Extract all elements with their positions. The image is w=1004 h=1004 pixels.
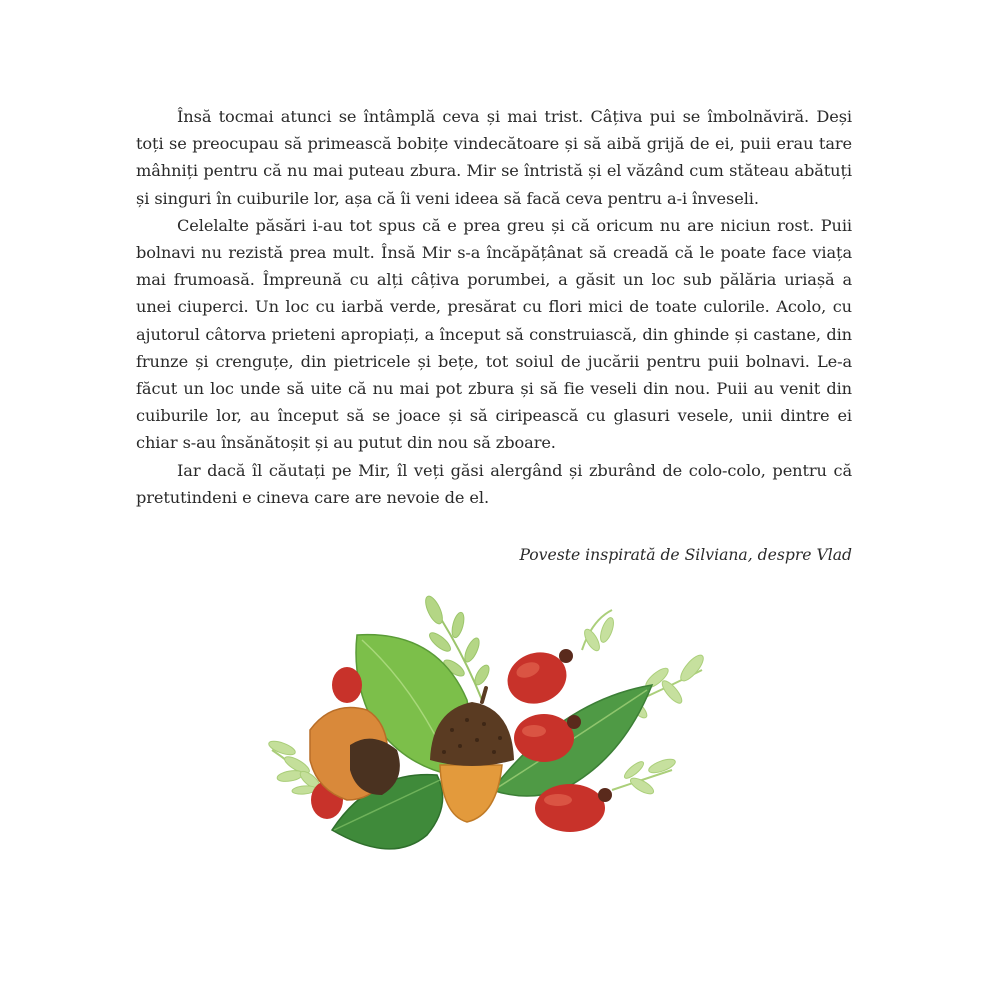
autumn-illustration [262,590,722,870]
story-attribution: Poveste inspirată de Silviana, despre Vlad [519,546,852,564]
rosehip-top-icon [500,644,573,712]
story-paragraph-3: Iar dacă îl căutați pe Mir, îl veți găsi alergând și zburând de colo-colo, pentru că pretutindeni e cineva care are nevoie de el. [136,460,852,507]
story-paragraph-1: Însă tocmai atunci se întâmplă ceva și mai trist. Câțiva pui se îmbolnăviră. Deși toți se preocupau să primească bobițe vindecătoare și să aibă grijă de ei, puii erau tare mâhniți pentru că nu mai puteau zbura. Mir se întristă și el văzând cum stăteau abătuți și singuri în cuiburile lor, așa că îi veni ideea să facă ceva pentru a-i înveseli. [136,107,852,208]
story-paragraph-2: Celelalte păsări i-au tot spus că e prea greu și că oricum nu are niciun rost. Puii bolnavi nu rezistă prea mult. Însă Mir s-a încăpățânat să creadă că le poate face viața mai frumoasă. Împreună cu alți câțiva porumbei, a găsit un loc sub pălăria uriașă a unei ciuperci. Un loc cu iarbă verde, presărat cu flori mici de toate culorile. Acolo, cu ajutorul câtorva prieteni apropiați, a început să construiască, din ghinde și castane, din frunze și crenguțe, din pietricele și bețe, tot soiul de jucării pentru puii bolnavi. Le-a făcut un loc unde să uite că nu mai pot zbura și să fie veseli din nou. Puii au venit din cuiburile lor, au început să se joace și să ciripească cu glasuri vesele, unii dintre ei chiar s-au însănătoșit și au putut din nou să zboare. [136,215,852,453]
story-text [136,103,852,511]
rosehip-bottom-icon [535,784,612,832]
